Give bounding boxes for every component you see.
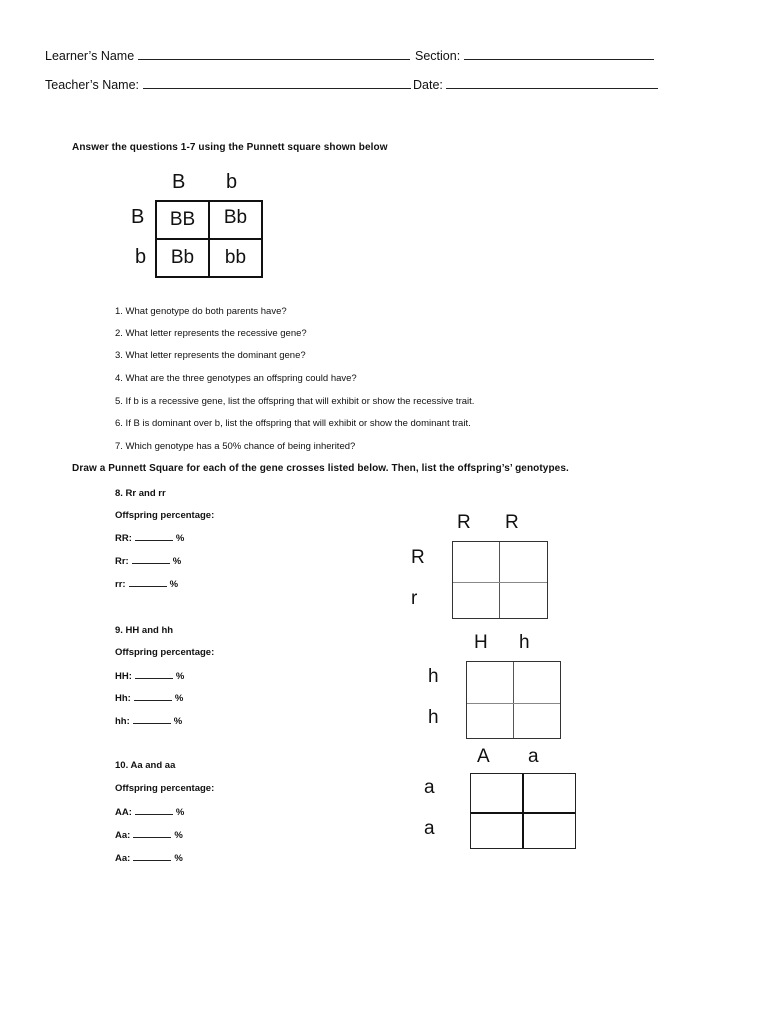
date-field[interactable] <box>446 77 658 89</box>
cross-8-row-2 <box>115 555 181 567</box>
grid-divider-horizontal <box>471 812 575 814</box>
cross-8-offspring-label: Offspring percentage: <box>115 510 215 521</box>
date-line <box>413 77 658 92</box>
side-allele-2: b <box>135 246 147 268</box>
cross-8-top-allele-1: R <box>457 512 471 533</box>
percent-blank[interactable] <box>135 532 173 541</box>
part2-instruction: Draw a Punnett Square for each of the gene crosses listed below. Then, list the offspring’s’ genotypes. <box>72 463 569 474</box>
genotype-label: Hh: <box>115 693 131 704</box>
percent-blank[interactable] <box>134 692 172 701</box>
section-line <box>415 48 654 63</box>
learner-name-line <box>45 48 410 63</box>
percent-sign: % <box>174 693 184 704</box>
cross-8-empty-grid[interactable] <box>452 541 548 619</box>
teacher-name-field[interactable] <box>143 77 411 89</box>
question-3: 3. What letter represents the dominant gene? <box>115 350 306 361</box>
learner-name-field[interactable] <box>138 48 410 60</box>
cross-9-row-2 <box>115 692 183 704</box>
teacher-name-line <box>45 77 411 92</box>
grid-divider-horizontal <box>467 703 560 704</box>
percent-sign: % <box>173 716 183 727</box>
top-allele-1: B <box>172 171 186 193</box>
cross-9-row-3 <box>115 715 182 727</box>
part1-instruction: Answer the questions 1-7 using the Punnett square shown below <box>72 142 388 153</box>
cross-9-top-allele-2: h <box>519 632 530 653</box>
cross-10-row-3 <box>115 852 183 864</box>
top-allele-2: b <box>226 171 238 193</box>
percent-sign: % <box>175 671 185 682</box>
percent-sign: % <box>169 579 179 590</box>
punnett-cell-bb-lower: bb <box>224 247 247 268</box>
percent-blank[interactable] <box>133 852 171 861</box>
cross-9-side-allele-1: h <box>428 666 439 687</box>
grid-divider-horizontal <box>453 582 547 583</box>
genotype-label: Aa: <box>115 853 131 864</box>
cross-8-side-allele-1: R <box>411 547 425 568</box>
cross-8-row-1 <box>115 532 184 544</box>
genotype-label: Rr: <box>115 556 129 567</box>
punnett-cell-bb-mixed-2: Bb <box>170 247 195 268</box>
cross-9-top-allele-1: H <box>474 632 488 653</box>
genotype-label: rr: <box>115 579 126 590</box>
genotype-label: RR: <box>115 533 132 544</box>
example-grid <box>155 200 263 278</box>
cross-9-side-allele-2: h <box>428 707 439 728</box>
genotype-label: Aa: <box>115 830 131 841</box>
percent-sign: % <box>174 830 183 841</box>
percent-blank[interactable] <box>132 555 170 564</box>
cross-10-empty-grid[interactable] <box>470 773 576 849</box>
date-label: Date: <box>413 78 443 92</box>
percent-blank[interactable] <box>133 715 171 724</box>
cross-8-side-allele-2: r <box>411 588 418 609</box>
cross-9-empty-grid[interactable] <box>466 661 561 739</box>
cross-10-side-allele-1: a <box>424 777 435 798</box>
cross-10-row-2 <box>115 829 183 841</box>
cross-10-row-1 <box>115 806 184 818</box>
question-7: 7. Which genotype has a 50% chance of being inherited? <box>115 441 356 452</box>
section-field[interactable] <box>464 48 654 60</box>
question-4: 4. What are the three genotypes an offspring could have? <box>115 373 357 384</box>
side-allele-1: B <box>131 206 145 228</box>
punnett-cell-bb-upper: BB <box>169 209 196 230</box>
cross-10-top-allele-2: a <box>528 746 539 767</box>
cross-8-title: 8. Rr and rr <box>115 488 166 499</box>
percent-blank[interactable] <box>133 829 171 838</box>
teacher-name-label: Teacher’s Name: <box>45 78 140 92</box>
percent-blank[interactable] <box>135 806 173 815</box>
percent-sign: % <box>175 807 185 818</box>
cross-9-title: 9. HH and hh <box>115 625 174 636</box>
punnett-cell-bb-mixed-1: Bb <box>223 207 248 228</box>
grid-divider-vertical <box>522 774 524 848</box>
cross-9-row-1 <box>115 670 184 682</box>
question-5: 5. If b is a recessive gene, list the offspring that will exhibit or show the recessive trait. <box>115 396 475 407</box>
cross-10-title: 10. Aa and aa <box>115 760 176 771</box>
cross-8-row-3 <box>115 578 178 590</box>
grid-divider-vertical <box>513 662 514 738</box>
genotype-label: HH: <box>115 671 132 682</box>
cross-10-side-allele-2: a <box>424 818 435 839</box>
grid-divider-vertical <box>499 542 500 618</box>
question-1: 1. What genotype do both parents have? <box>115 306 287 317</box>
genotype-label: AA: <box>115 807 132 818</box>
cross-9-offspring-label: Offspring percentage: <box>115 647 215 658</box>
question-6: 6. If B is dominant over b, list the offspring that will exhibit or show the dominant trait. <box>115 418 471 429</box>
percent-blank[interactable] <box>135 670 173 679</box>
cross-10-offspring-label: Offspring percentage: <box>115 783 215 794</box>
percent-sign: % <box>174 853 183 864</box>
section-label: Section: <box>415 49 461 63</box>
cross-8-top-allele-2: R <box>505 512 519 533</box>
percent-blank[interactable] <box>129 578 167 587</box>
percent-sign: % <box>172 556 182 567</box>
question-2: 2. What letter represents the recessive gene? <box>115 328 307 339</box>
learner-name-label: Learner’s Name <box>45 49 135 63</box>
genotype-label: hh: <box>115 716 130 727</box>
cross-10-top-allele-1: A <box>477 746 490 767</box>
percent-sign: % <box>175 533 185 544</box>
